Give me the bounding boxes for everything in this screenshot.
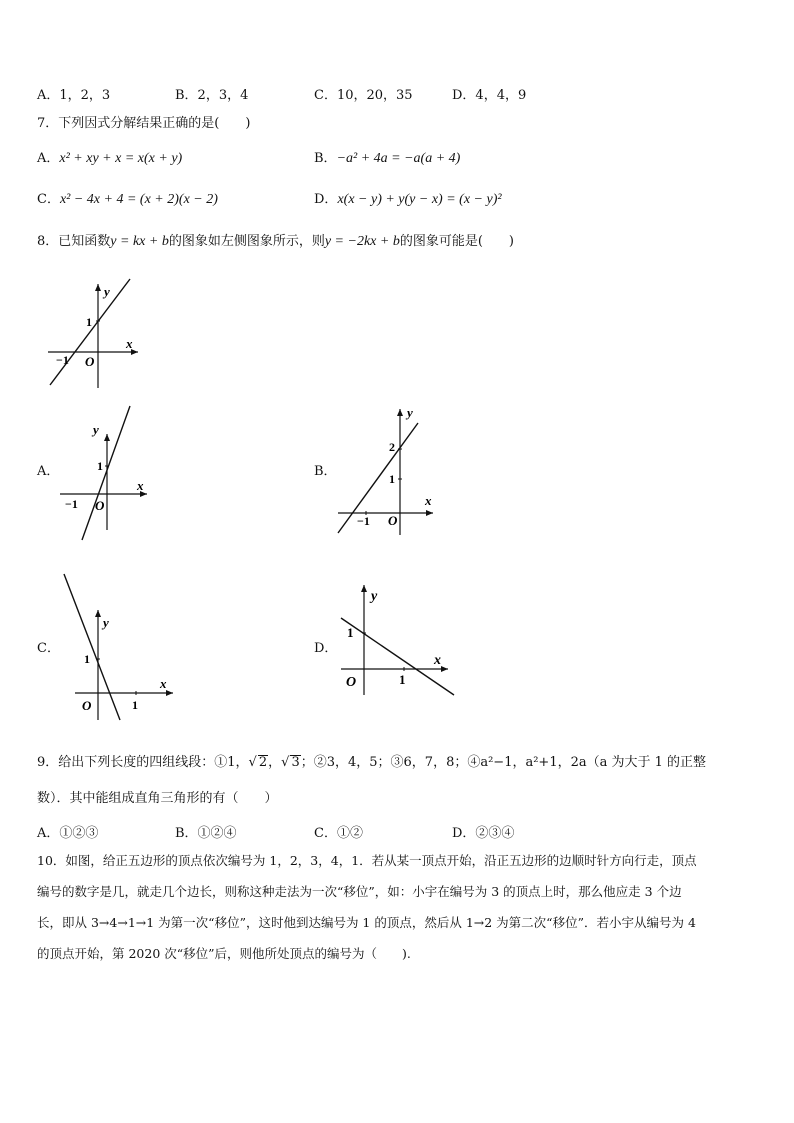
q9-stem-line-1 bbox=[37, 755, 706, 771]
q7-stem: 7．下列因式分解结果正确的是( ) bbox=[37, 116, 251, 131]
sqrt2-radicand: 2 bbox=[258, 755, 268, 770]
b-tick-2: 2 bbox=[389, 440, 395, 454]
q10-line-1: 10．如图，给正五边形的顶点依次编号为 1，2，3，4，1．若从某一顶点开始，沿正五边形的边顺时针方向行走，顶点 bbox=[37, 853, 697, 868]
q7-option-b-expression: −a² + 4a = −a(a + 4) bbox=[336, 151, 461, 166]
q7-option-a bbox=[37, 151, 182, 167]
q8-option-b-graph bbox=[333, 403, 443, 538]
q8-stem-pre: 8．已知函数 bbox=[37, 234, 111, 249]
q9-option-a: A．①②③ bbox=[37, 826, 99, 841]
a-tick-1: 1 bbox=[97, 459, 103, 473]
q8-stem-mid: 的图象如左侧图象所示，则 bbox=[168, 234, 325, 249]
q8-function-given: y = kx + b bbox=[110, 234, 169, 249]
q7-option-c-expression: x² − 4x + 4 = (x + 2)(x − 2) bbox=[59, 192, 218, 207]
q9-option-b: B．①②④ bbox=[175, 826, 237, 841]
q8-option-d-label: D． bbox=[314, 641, 338, 656]
q7-option-a-label: A． bbox=[37, 151, 60, 166]
a-y-label: y bbox=[93, 422, 99, 437]
a-x-label: x bbox=[137, 478, 144, 493]
q9-stem-line-2: 数）．其中能组成直角三角形的有（ ） bbox=[37, 791, 278, 806]
q9-option-c: C．①② bbox=[314, 826, 363, 841]
q8-option-c-label: C． bbox=[37, 641, 60, 656]
given-y-label: y bbox=[104, 284, 110, 299]
b-origin-label: O bbox=[388, 513, 398, 528]
given-tick-minus-1: −1 bbox=[56, 353, 69, 367]
q6-option-c: C．10，20，35 bbox=[314, 88, 413, 103]
q10-line-2: 编号的数字是几，就走几个边长，则称这种走法为一次“移位”，如：小宇在编号为 3 的顶点上时，那么他应走 3 个边 bbox=[37, 884, 682, 899]
c-tick-1-y: 1 bbox=[84, 652, 90, 666]
q9-stem-a: 9．给出下列长度的四组线段：①1， bbox=[37, 755, 249, 770]
q8-option-a-label: A． bbox=[37, 464, 60, 479]
c-tick-1-x: 1 bbox=[132, 698, 138, 712]
q8-option-d-graph bbox=[336, 580, 466, 700]
a-origin-label: O bbox=[95, 498, 105, 513]
q7-option-d-expression: x(x − y) + y(y − x) = (x − y)² bbox=[337, 192, 502, 207]
q8-stem bbox=[37, 234, 514, 250]
q8-option-b-label: B． bbox=[314, 464, 337, 479]
d-origin-label: O bbox=[346, 675, 357, 690]
q7-option-b bbox=[314, 151, 460, 167]
b-tick-minus-1: −1 bbox=[357, 514, 370, 528]
q7-option-d-label: D． bbox=[314, 192, 338, 207]
q9-stem-b: ；②3，4，5；③6，7，8；④a²−1，a²+1，2a（a 为大于 1 的正整 bbox=[300, 755, 707, 770]
q6-option-b: B．2，3，4 bbox=[175, 88, 249, 103]
sqrt3-radicand: 3 bbox=[291, 755, 300, 770]
q10-line-4: 的顶点开始，第 2020 次“移位”后，则他所处顶点的编号为（ ). bbox=[37, 946, 411, 961]
q6-option-d: D．4，4，9 bbox=[452, 88, 527, 103]
q9-sep-1: ， bbox=[268, 755, 282, 770]
sqrt3-radical: √ bbox=[281, 755, 290, 770]
c-x-label: x bbox=[160, 676, 167, 691]
q8-option-a-graph bbox=[55, 400, 155, 545]
q7-option-d bbox=[314, 192, 502, 208]
q8-given-graph bbox=[40, 270, 150, 395]
d-tick-1-y: 1 bbox=[347, 625, 354, 640]
b-x-label: x bbox=[425, 493, 432, 508]
q7-option-c bbox=[37, 192, 218, 208]
given-tick-1: 1 bbox=[86, 315, 92, 329]
d-y-label: y bbox=[371, 589, 378, 604]
q9-option-d: D．②③④ bbox=[452, 826, 515, 841]
q8-stem-post: 的图象可能是( ) bbox=[399, 234, 514, 249]
q10-line-3: 长，即从 3→4→1→1 为第一次“移位”，这时他到达编号为 1 的顶点，然后从 1→2 为第二次“移位”．若小宇从编号为 4 bbox=[37, 915, 696, 930]
c-origin-label: O bbox=[82, 698, 92, 713]
d-x-label: x bbox=[434, 653, 441, 668]
c-y-label: y bbox=[103, 615, 109, 630]
b-y-label: y bbox=[407, 405, 413, 420]
q8-option-c-graph bbox=[60, 570, 185, 725]
d-tick-1-x: 1 bbox=[399, 672, 406, 687]
given-x-label: x bbox=[126, 336, 133, 351]
q7-option-a-expression: x² + xy + x = x(x + y) bbox=[59, 151, 183, 166]
given-origin-label: O bbox=[85, 354, 95, 369]
sqrt2-radical: √ bbox=[248, 755, 257, 770]
q8-function-target: y = −2kx + b bbox=[324, 234, 400, 249]
b-tick-1: 1 bbox=[389, 472, 395, 486]
q6-option-a: A．1，2，3 bbox=[37, 88, 111, 103]
a-tick-minus-1: −1 bbox=[65, 497, 78, 511]
q7-option-c-label: C． bbox=[37, 192, 60, 207]
q7-option-b-label: B． bbox=[314, 151, 337, 166]
